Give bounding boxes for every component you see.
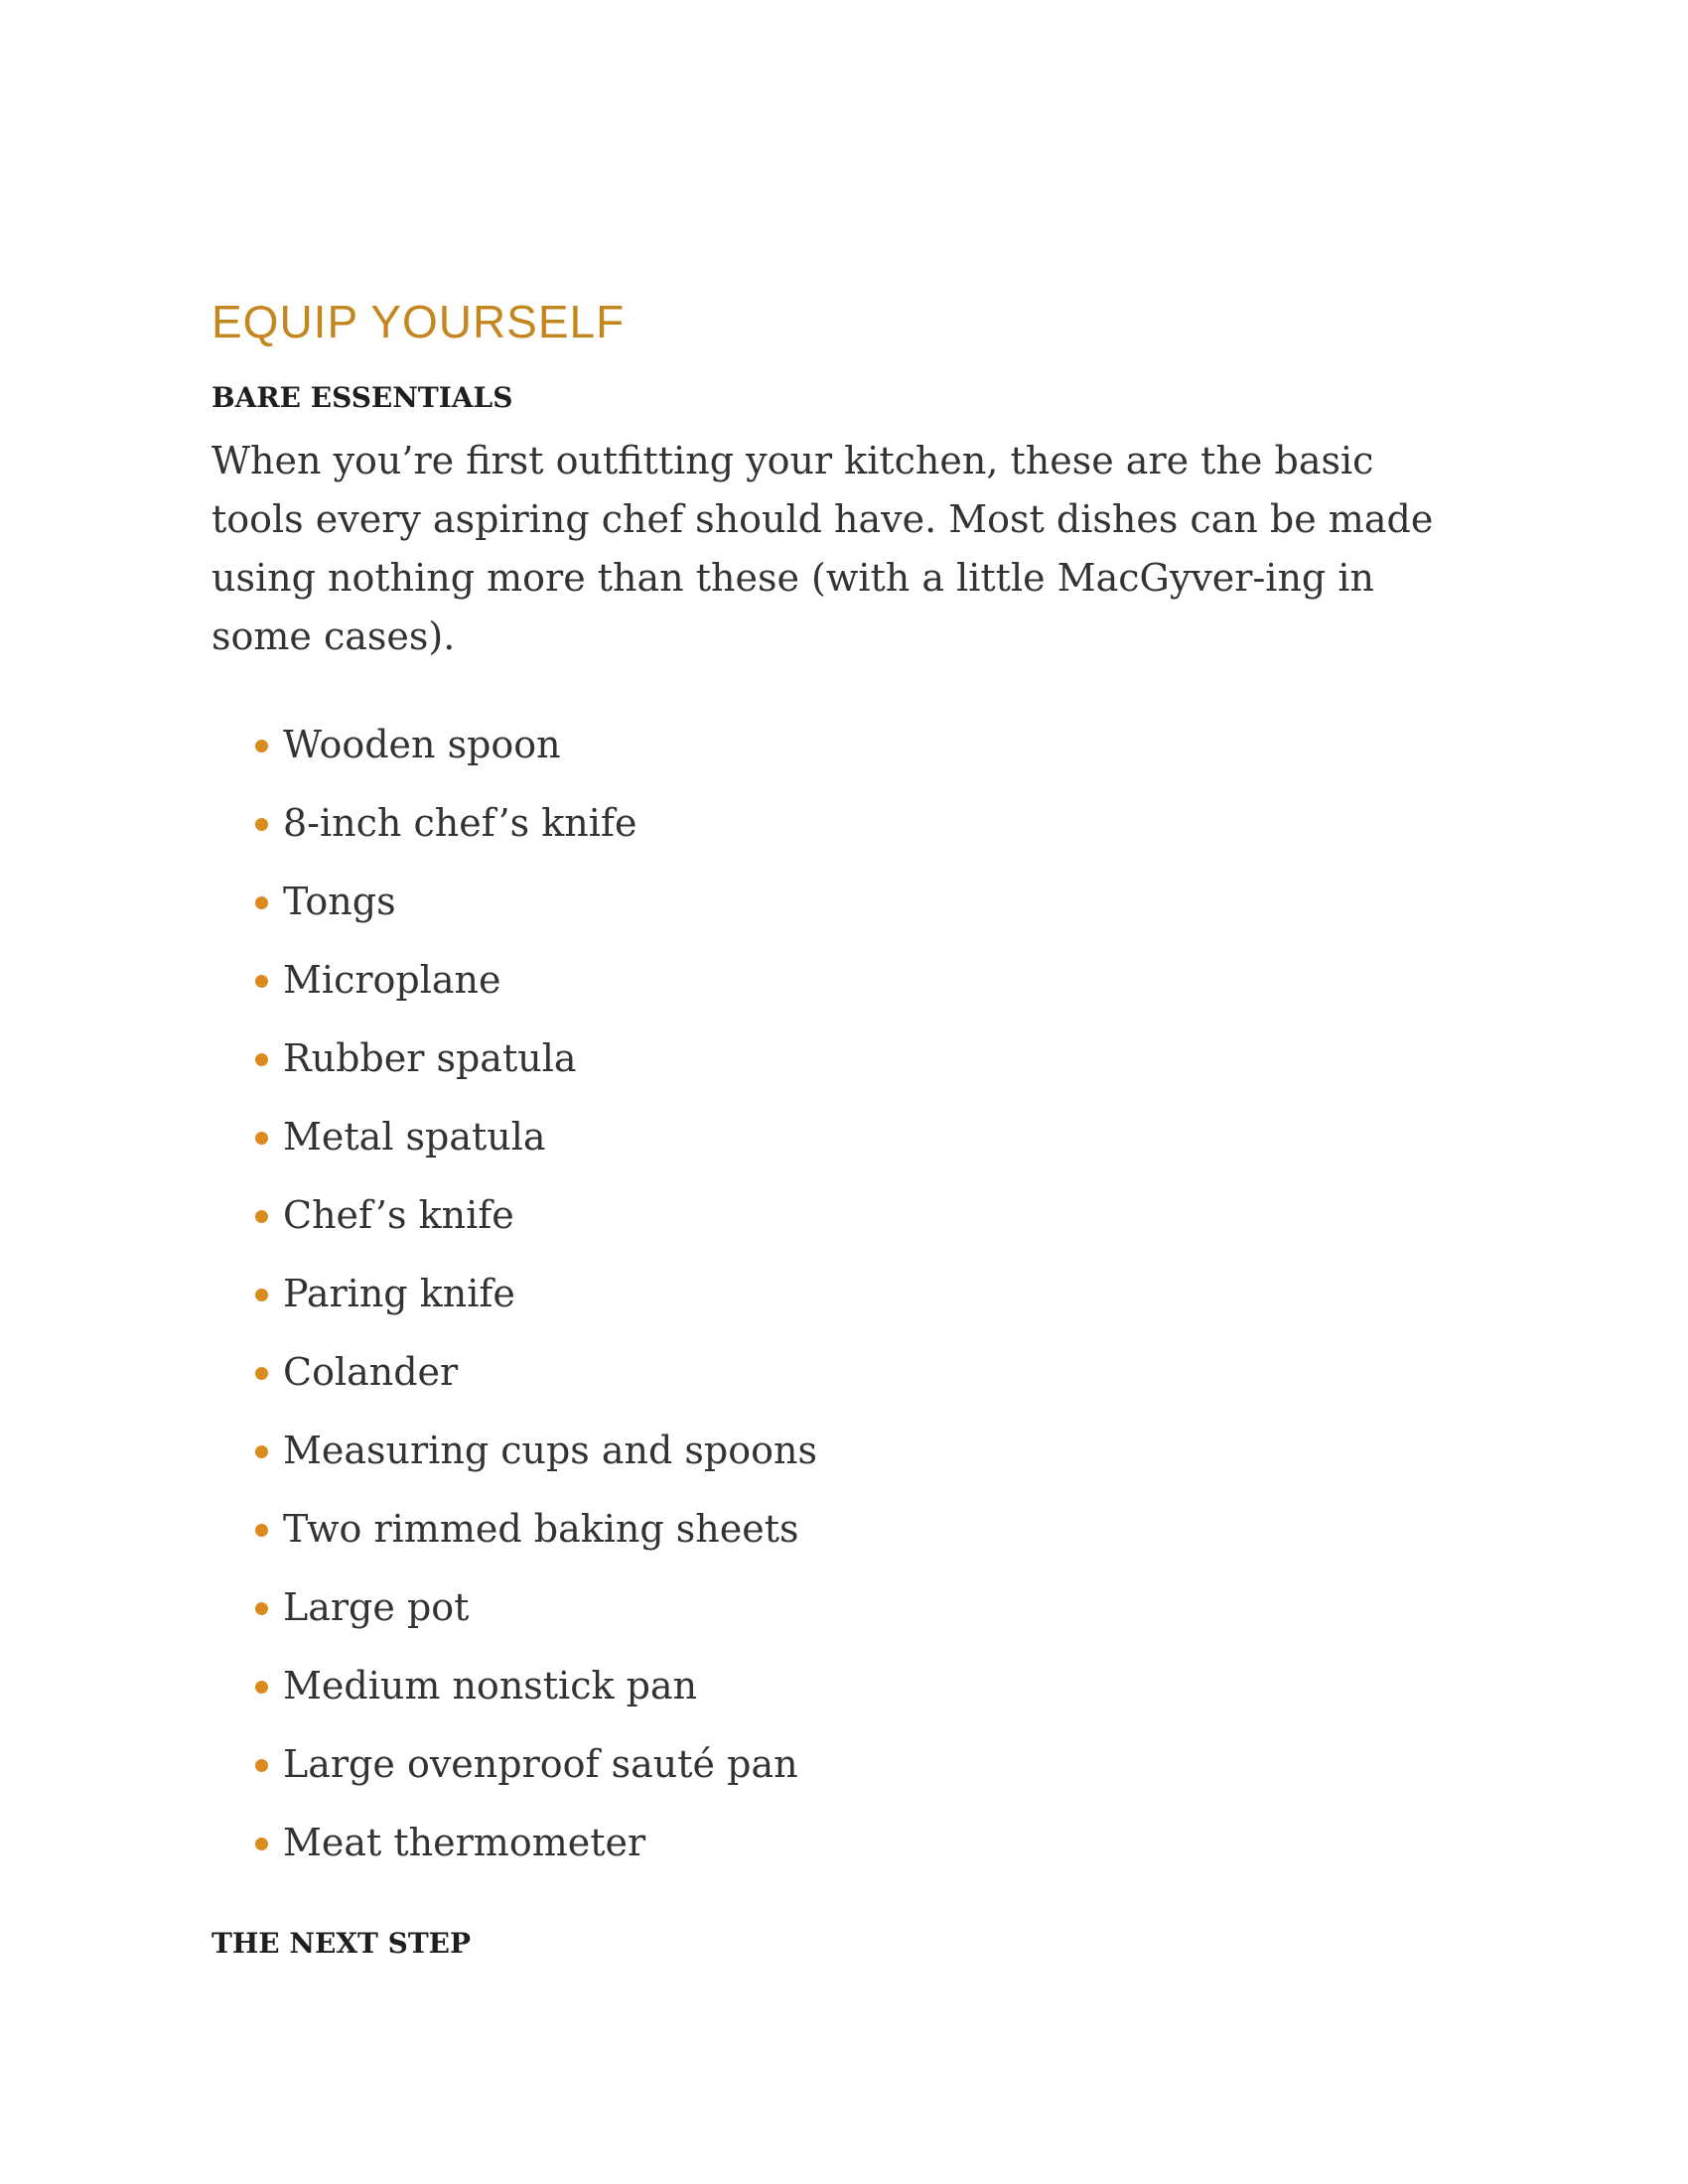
intro-paragraph: When you’re first outfitting your kitchen, these are the basic tools every aspiring chef should have. Most dishes can be made using nothing more than these (with a little MacGyver-ing in some cases). xyxy=(211,439,1434,658)
bare-essentials-heading: BARE ESSENTIALS xyxy=(211,381,513,414)
bullet-icon xyxy=(255,1602,268,1615)
list-item xyxy=(255,1490,1502,1569)
list-item xyxy=(255,1804,1502,1882)
list-item xyxy=(255,1412,1502,1490)
bullet-icon xyxy=(255,975,268,988)
list-item-label: Meat thermometer xyxy=(283,1821,646,1864)
list-item-label: Rubber spatula xyxy=(283,1036,577,1080)
list-item-label: Medium nonstick pan xyxy=(283,1664,698,1707)
list-item-label: Paring knife xyxy=(283,1272,515,1315)
list-item xyxy=(255,706,1502,784)
bullet-icon xyxy=(255,740,268,752)
list-item-label: Metal spatula xyxy=(283,1115,546,1159)
bullet-icon xyxy=(255,818,268,831)
list-item xyxy=(255,1647,1502,1725)
list-item xyxy=(255,1725,1502,1804)
next-step-heading: THE NEXT STEP xyxy=(211,1927,472,1960)
list-item-label: Tongs xyxy=(283,880,396,923)
bullet-icon xyxy=(255,1445,268,1458)
list-item xyxy=(255,1020,1502,1098)
list-item xyxy=(255,1255,1502,1333)
list-item xyxy=(255,1176,1502,1255)
list-item xyxy=(255,941,1502,1020)
list-item-label: Chef’s knife xyxy=(283,1193,514,1237)
list-item xyxy=(255,1333,1502,1412)
bullet-icon xyxy=(255,1289,268,1301)
page-content xyxy=(211,293,1502,1962)
bullet-icon xyxy=(255,1838,268,1850)
list-item xyxy=(255,784,1502,863)
list-item-label: Large ovenproof sauté pan xyxy=(283,1742,798,1786)
bullet-icon xyxy=(255,896,268,909)
list-item xyxy=(255,1098,1502,1176)
list-item-label: Wooden spoon xyxy=(283,723,561,766)
list-item-label: Two rimmed baking sheets xyxy=(283,1507,799,1551)
list-item-label: Measuring cups and spoons xyxy=(283,1429,817,1472)
list-item-label: Large pot xyxy=(283,1585,470,1629)
bullet-icon xyxy=(255,1759,268,1772)
section-title: EQUIP YOURSELF xyxy=(211,296,626,347)
bullet-icon xyxy=(255,1053,268,1066)
list-item-label: Colander xyxy=(283,1350,459,1394)
bullet-icon xyxy=(255,1524,268,1537)
tool-list xyxy=(211,706,1502,1882)
bullet-icon xyxy=(255,1367,268,1380)
bullet-icon xyxy=(255,1681,268,1694)
bullet-icon xyxy=(255,1132,268,1145)
bullet-icon xyxy=(255,1210,268,1223)
list-item-label: Microplane xyxy=(283,958,501,1002)
list-item-label: 8-inch chef’s knife xyxy=(283,801,637,845)
list-item xyxy=(255,863,1502,941)
list-item xyxy=(255,1569,1502,1647)
